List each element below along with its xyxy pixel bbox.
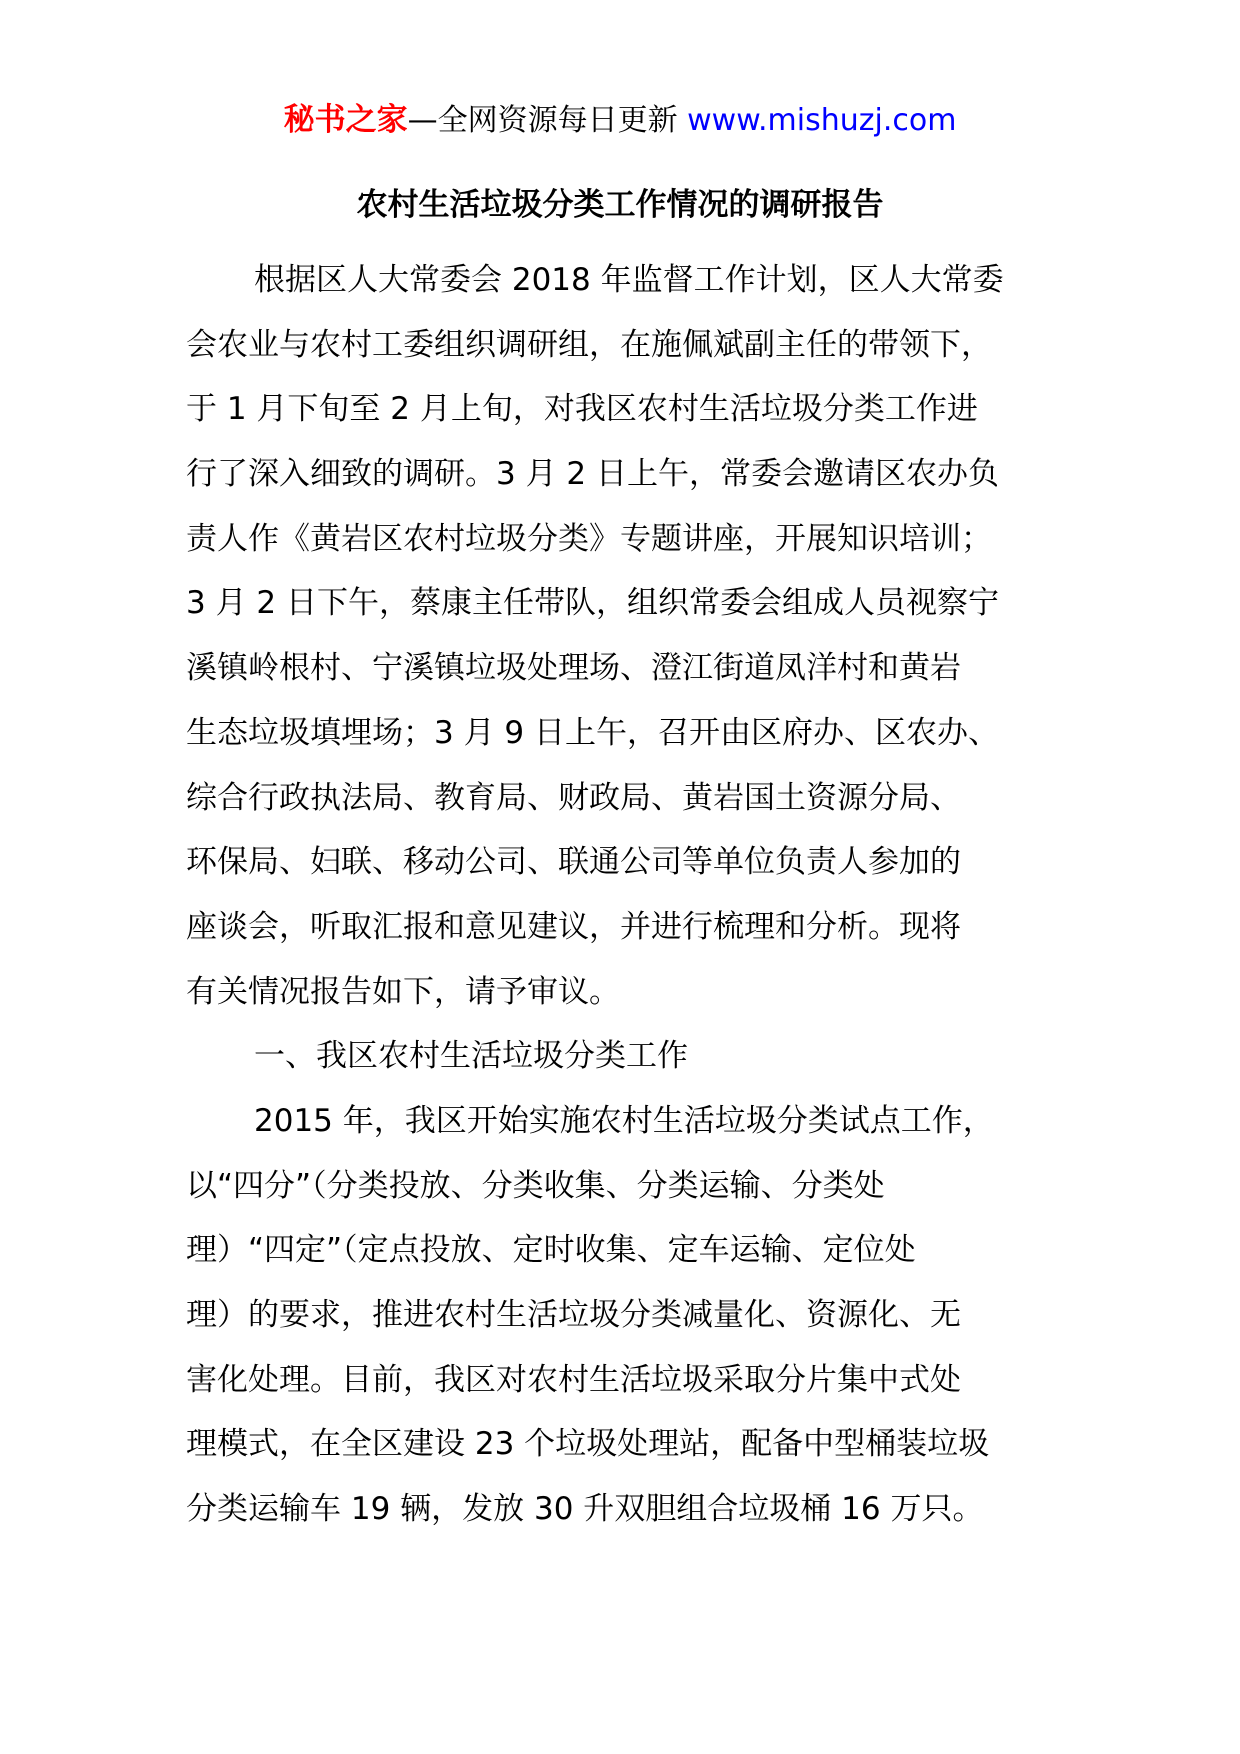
document-body [186,258,1066,1552]
body-text-line: 以“四分”（分类投放、分类收集、分类运输、分类处 [186,1167,885,1204]
body-text-line: 环保局、妇联、移动公司、联通公司等单位负责人参加的 [186,844,961,881]
body-text-line: 责人作《黄岩区农村垃圾分类》专题讲座，开展知识培训； [186,520,992,557]
body-text-line: 理模式，在全区建设 23 个垃圾处理站，配备中型桶装垃圾 [186,1426,990,1463]
body-text-line: 生态垃圾填埋场；3 月 9 日上午，召开由区府办、区农办、 [186,714,1000,751]
header-tagline: —全网资源每日更新 [407,103,678,138]
brand-name: 秘书之家 [283,102,408,138]
site-header [0,100,1240,141]
body-text-line: 有关情况报告如下，请予审议。 [186,973,620,1010]
body-text-line: 分类运输车 19 辆，发放 30 升双胆组合垃圾桶 16 万只。 [186,1491,984,1528]
body-text-line: 理）的要求，推进农村生活垃圾分类减量化、资源化、无 [186,1297,961,1333]
body-text-line: 理）“四定”（定点投放、定时收集、定车运输、定位处 [186,1232,916,1269]
body-text-line: 综合行政执法局、教育局、财政局、黄岩国土资源分局、 [186,779,961,816]
body-text-line: 一、我区农村生活垃圾分类工作 [254,1038,688,1075]
body-text-line: 行了深入细致的调研。3 月 2 日上午，常委会邀请区农办负 [186,456,1000,493]
body-text-line: 根据区人大常委会 2018 年监督工作计划，区人大常委 [254,262,1004,298]
body-text-line: 3 月 2 日下午，蔡康主任带队，组织常委会组成人员视察宁 [186,585,1000,622]
body-text-line: 溪镇岭根村、宁溪镇垃圾处理场、澄江街道凤洋村和黄岩 [186,650,961,687]
body-text-line: 害化处理。目前，我区对农村生活垃圾采取分片集中式处 [186,1361,961,1398]
document-title: 农村生活垃圾分类工作情况的调研报告 [356,187,884,223]
body-text-line: 会农业与农村工委组织调研组，在施佩斌副主任的带领下， [186,326,992,363]
site-url-link[interactable]: www.mishuzj.com [687,103,957,138]
body-text-line: 于 1 月下旬至 2 月上旬，对我区农村生活垃圾分类工作进 [186,391,978,428]
body-text-line: 2015 年，我区开始实施农村生活垃圾分类试点工作， [254,1102,994,1139]
body-text-line: 座谈会，听取汇报和意见建议，并进行梳理和分析。现将 [186,908,961,945]
